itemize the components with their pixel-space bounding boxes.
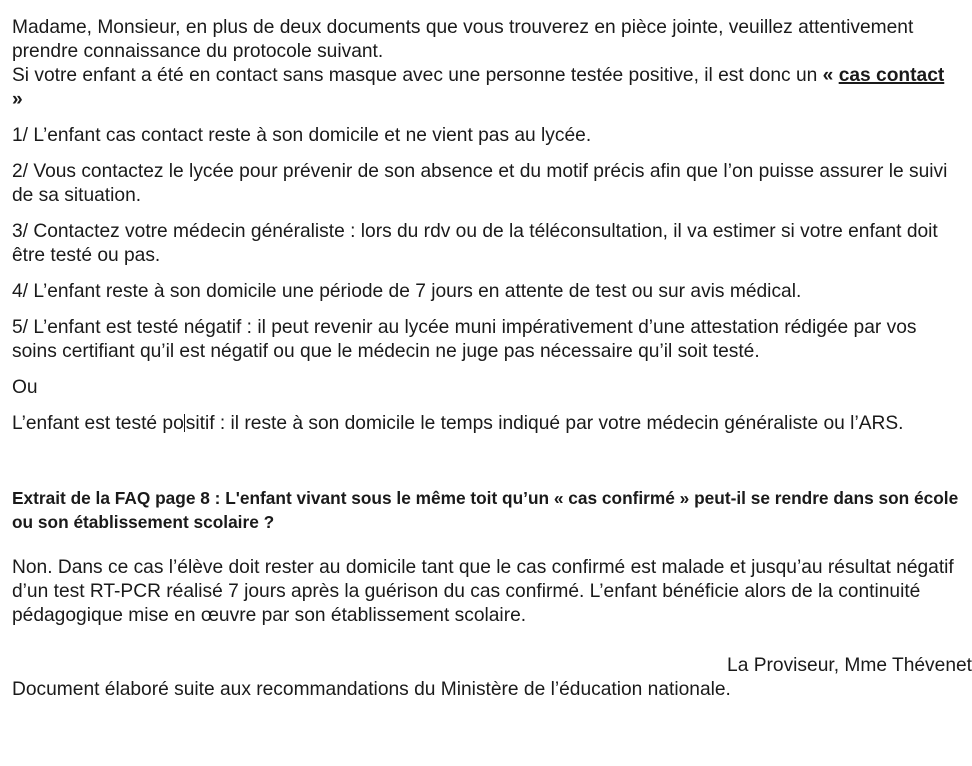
step-5: 5/ L’enfant est testé négatif : il peut revenir au lycée muni impérativement d’une attestation rédigée par vos soins certifiant qu’il est négatif ou que le médecin ne juge pas nécessaire qu’il soit testé. <box>12 317 917 362</box>
faq-answer: Non. Dans ce cas l’élève doit rester au domicile tant que le cas confirmé est malade et jusqu’au résultat négatif d’un test RT-PCR réalisé 7 jours après la guérison du cas confirmé. L’enfant bénéficie alors de la continuité pédagogique mise en œuvre par son établissement scolaire. <box>12 557 954 626</box>
footer-note: Document élaboré suite aux recommandations du Ministère de l’éducation nationale. <box>12 679 731 700</box>
intro-line-2: Si votre enfant a été en contact sans masque avec une personne testée positive, il est donc un <box>12 65 818 86</box>
step-2: 2/ Vous contactez le lycée pour prévenir de son absence et du motif précis afin que l’on puisse assurer le suivi de sa situation. <box>12 161 948 206</box>
cas-contact-underlined: cas contact <box>838 65 945 86</box>
document-body <box>12 16 972 702</box>
positif-paragraph[interactable]: L’enfant est testé po sitif : il reste à son domicile le temps indiqué par votre médecin généraliste ou l’ARS. <box>12 413 904 434</box>
cas-contact-term: « cas contact » <box>12 65 945 110</box>
step-4: 4/ L’enfant reste à son domicile une période de 7 jours en attente de test ou sur avis médical. <box>12 281 802 302</box>
step-3: 3/ Contactez votre médecin généraliste : lors du rdv ou de la téléconsultation, il va estimer si votre enfant doit être testé ou pas. <box>12 221 938 266</box>
signature: La Proviseur, Mme Thévenet <box>727 655 972 676</box>
intro-line-1: Madame, Monsieur, en plus de deux documents que vous trouverez en pièce jointe, veuillez attentivement prendre connaissance du protocole suivant. <box>12 17 914 62</box>
step-1: 1/ L’enfant cas contact reste à son domicile et ne vient pas au lycée. <box>12 125 592 146</box>
ou-separator: Ou <box>12 377 38 398</box>
intro-paragraph <box>12 16 960 112</box>
faq-question: Extrait de la FAQ page 8 : L'enfant vivant sous le même toit qu’un « cas confirmé » peut-il se rendre dans son école ou son établissement scolaire ? <box>12 488 959 532</box>
